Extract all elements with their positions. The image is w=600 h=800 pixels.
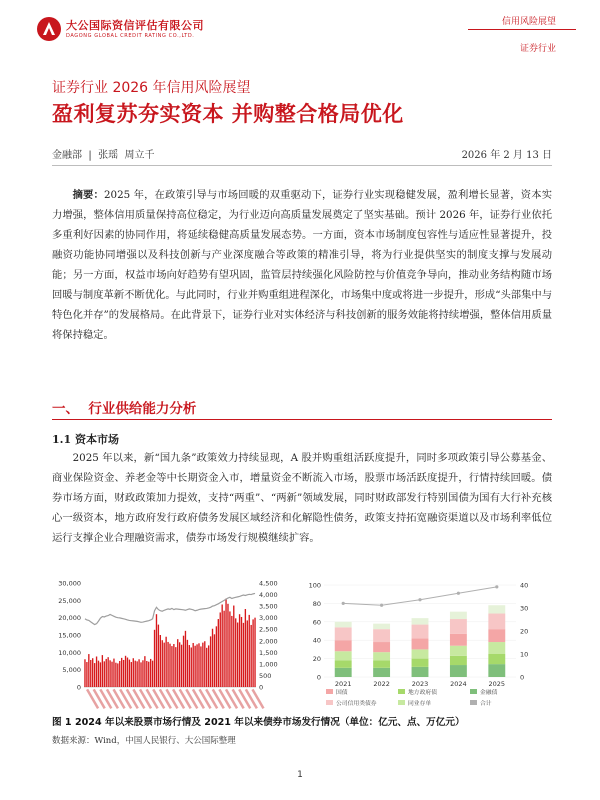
turnover-bar bbox=[96, 656, 97, 687]
total-point bbox=[495, 585, 498, 588]
left-axis-tick-label: 20 bbox=[312, 655, 321, 664]
company-logo-icon bbox=[36, 16, 62, 42]
turnover-bar bbox=[175, 647, 176, 687]
turnover-bar bbox=[225, 599, 226, 687]
abstract-text: 2025 年，在政策引导与市场回暖的双重驱动下，证券行业实现稳健发展，盈利增长显著，资本实力增强，整体信用质量保持高位稳定，为行业迈向高质量发展奠定了坚实基础。预计 2026 年，证券行业依托多重利好因素的协同作用，将延续稳健高质量发展态势。一方面，资本市场制度包容性与适应性显著提升，投融资功能协同增强以及科技创新与产业深度融合等政策的精准引导，将为行业提供坚实的制度支撑与发展动能；另一方面，权益市场向好趋势有望巩固，监管层持续强化风险防控与价值竞争导向，推动业务结构随市场回暖与制度革新不断优化。与此同时，行业并购重组进程深化，市场集中度或将进一步提升，形成“头部集中与特色化并存”的发展格局。在此背景下，证券行业对实体经济与科技创新的服务效能将持续增强，整体信用质量将保持稳定。 bbox=[52, 189, 552, 341]
total-point bbox=[342, 602, 345, 605]
turnover-bar bbox=[202, 643, 203, 687]
issuance-bar-segment bbox=[450, 612, 467, 619]
turnover-bar bbox=[169, 644, 170, 687]
turnover-bar bbox=[158, 625, 159, 687]
turnover-bar bbox=[189, 645, 190, 687]
turnover-bar bbox=[94, 663, 95, 687]
report-date: 2026 年 2 月 13 日 bbox=[461, 150, 552, 161]
left-axis-tick-label: 40 bbox=[312, 636, 321, 645]
turnover-bar bbox=[107, 657, 108, 687]
issuance-bar-segment bbox=[335, 622, 352, 628]
turnover-bar bbox=[167, 642, 168, 687]
issuance-bar-segment bbox=[335, 640, 352, 651]
issuance-bar-segment bbox=[488, 664, 505, 677]
turnover-bar bbox=[245, 609, 246, 687]
figure-source: 数据来源：Wind，中国人民银行、大公国际整理 bbox=[52, 736, 236, 746]
right-axis-tick-label: 0 bbox=[520, 673, 525, 682]
turnover-bar bbox=[212, 629, 213, 687]
legend-label: 地方政府债 bbox=[408, 690, 437, 696]
report-type-tag: 信用风险展望 bbox=[501, 17, 556, 27]
turnover-bar bbox=[187, 640, 188, 687]
right-axis-tick-label: 30 bbox=[520, 604, 529, 613]
issuance-bar-segment bbox=[335, 668, 352, 677]
page-number: 1 bbox=[297, 770, 303, 780]
turnover-bar bbox=[92, 658, 93, 687]
issuance-bar-segment bbox=[335, 651, 352, 660]
turnover-bar bbox=[243, 623, 244, 687]
turnover-bar bbox=[185, 631, 186, 687]
left-axis-tick-label: 5,000 bbox=[62, 666, 81, 675]
right-axis-tick-label: 500 bbox=[259, 671, 272, 680]
turnover-bar bbox=[136, 661, 137, 687]
turnover-bar bbox=[233, 606, 234, 687]
turnover-bar bbox=[152, 661, 153, 687]
turnover-bar bbox=[208, 645, 209, 687]
legend-swatch bbox=[326, 689, 333, 694]
turnover-bar bbox=[220, 612, 221, 687]
turnover-bar bbox=[138, 659, 139, 687]
legend-label: 公司信用类债券 bbox=[336, 701, 377, 707]
right-axis-tick-label: 40 bbox=[520, 581, 529, 590]
turnover-bar bbox=[144, 656, 145, 687]
stock-market-chart bbox=[52, 575, 286, 713]
issuance-bar-segment bbox=[373, 660, 390, 667]
total-point bbox=[418, 598, 421, 601]
turnover-bar bbox=[117, 663, 118, 687]
turnover-bar bbox=[223, 611, 224, 687]
turnover-bar bbox=[146, 661, 147, 687]
right-axis-tick-label: 20 bbox=[520, 627, 529, 636]
figure-caption: 图 1 2024 年以来股票市场行情及 2021 年以来债券市场发行情况（单位：亿元、点、万亿元） bbox=[52, 717, 465, 728]
turnover-bar bbox=[111, 662, 112, 687]
issuance-bar-segment bbox=[488, 654, 505, 664]
turnover-bar bbox=[227, 604, 228, 687]
turnover-bar bbox=[237, 623, 238, 687]
legend-label: 国债 bbox=[336, 690, 348, 696]
turnover-bar bbox=[90, 660, 91, 687]
turnover-bar bbox=[193, 643, 194, 687]
turnover-bar bbox=[200, 646, 201, 687]
legend-label: 同业存单 bbox=[408, 701, 432, 707]
total-point bbox=[457, 592, 460, 595]
legend-swatch bbox=[398, 689, 405, 694]
turnover-bar bbox=[250, 625, 251, 687]
turnover-bar bbox=[222, 604, 223, 687]
issuance-bar-segment bbox=[335, 627, 352, 640]
turnover-bar bbox=[206, 648, 207, 687]
legend-label: 金融债 bbox=[480, 690, 498, 696]
turnover-bar bbox=[156, 614, 157, 687]
turnover-bar bbox=[86, 662, 87, 687]
right-axis-tick-label: 4,500 bbox=[259, 579, 278, 588]
report-subtitle: 证券行业 2026 年信用风险展望 bbox=[52, 80, 251, 96]
issuance-bar-segment bbox=[450, 634, 467, 646]
report-title: 盈利复苏夯实资本 并购整合格局优化 bbox=[52, 102, 404, 126]
company-name-en: DAGONG GLOBAL CREDIT RATING CO.,LTD. bbox=[66, 33, 195, 39]
right-axis-tick-label: 1,500 bbox=[259, 648, 278, 657]
turnover-bar bbox=[179, 642, 180, 687]
turnover-bar bbox=[113, 659, 114, 687]
issuance-bar-segment bbox=[412, 649, 429, 658]
subsection-heading: 1.1 资本市场 bbox=[52, 433, 119, 446]
company-name: 大公国际资信评估有限公司 bbox=[66, 19, 204, 32]
turnover-bar bbox=[115, 663, 116, 687]
turnover-bar bbox=[254, 618, 255, 687]
issuance-bar-segment bbox=[373, 668, 390, 677]
right-axis-tick-label: 4,000 bbox=[259, 591, 278, 600]
turnover-bar bbox=[241, 617, 242, 687]
issuance-bar-segment bbox=[412, 625, 429, 639]
issuance-bar-segment bbox=[450, 646, 467, 656]
left-axis-tick-label: 100 bbox=[308, 581, 321, 590]
turnover-bar bbox=[133, 658, 134, 687]
issuance-bar-segment bbox=[488, 605, 505, 613]
turnover-bar bbox=[183, 636, 184, 687]
issuance-bar-segment bbox=[450, 665, 467, 677]
turnover-bar bbox=[84, 659, 85, 687]
section-underline bbox=[52, 419, 552, 420]
turnover-bar bbox=[191, 647, 192, 687]
turnover-bar bbox=[131, 662, 132, 687]
category-label: 2025 bbox=[488, 680, 506, 688]
turnover-bar bbox=[100, 662, 101, 687]
left-axis-tick-label: 25,000 bbox=[58, 596, 81, 605]
left-axis-tick-label: 0 bbox=[76, 683, 81, 692]
turnover-bar bbox=[98, 661, 99, 687]
turnover-bar bbox=[235, 618, 236, 687]
turnover-bar bbox=[210, 636, 211, 687]
turnover-bar bbox=[229, 611, 230, 687]
header-divider bbox=[468, 29, 576, 30]
right-axis-tick-label: 3,000 bbox=[259, 614, 278, 623]
turnover-bar bbox=[150, 659, 151, 687]
right-axis-tick-label: 3,500 bbox=[259, 602, 278, 611]
right-axis-tick-label: 10 bbox=[520, 650, 529, 659]
issuance-bar-segment bbox=[373, 624, 390, 630]
turnover-bar bbox=[216, 626, 217, 687]
turnover-bar bbox=[196, 644, 197, 687]
turnover-bar bbox=[127, 658, 128, 687]
total-point bbox=[380, 604, 383, 607]
left-axis-tick-label: 10,000 bbox=[58, 648, 81, 657]
turnover-bar bbox=[148, 662, 149, 687]
title-separator bbox=[52, 165, 552, 166]
turnover-bar bbox=[181, 645, 182, 687]
turnover-bar bbox=[154, 630, 155, 687]
left-axis-tick-label: 20,000 bbox=[58, 614, 81, 623]
category-label: 2023 bbox=[411, 680, 429, 688]
turnover-bar bbox=[88, 654, 89, 687]
turnover-bar bbox=[119, 661, 120, 687]
right-axis-tick-label: 2,500 bbox=[259, 625, 278, 634]
turnover-bar bbox=[218, 619, 219, 687]
turnover-bar bbox=[198, 643, 199, 687]
issuance-bar-segment bbox=[373, 642, 390, 652]
issuance-bar-segment bbox=[488, 629, 505, 642]
left-axis-tick-label: 15,000 bbox=[58, 631, 81, 640]
turnover-bar bbox=[214, 634, 215, 687]
turnover-bar bbox=[160, 635, 161, 687]
category-label: 2024 bbox=[450, 680, 467, 688]
issuance-bar-segment bbox=[450, 656, 467, 665]
left-axis-tick-label: 0 bbox=[316, 673, 321, 682]
issuance-bar-segment bbox=[412, 638, 429, 649]
legend-label: 合计 bbox=[480, 701, 492, 707]
issuance-bar-segment bbox=[450, 619, 467, 634]
issuance-bar-segment bbox=[488, 642, 505, 654]
legend-swatch bbox=[398, 700, 405, 705]
turnover-bar bbox=[252, 619, 253, 687]
legend-swatch bbox=[326, 700, 333, 705]
issuance-bar-segment bbox=[488, 614, 505, 630]
issuance-bar-segment bbox=[412, 618, 429, 624]
authors-line: 金融部 | 张瑶 周立千 bbox=[52, 150, 155, 161]
issuance-bar-segment bbox=[412, 667, 429, 677]
abstract-label: 摘要： bbox=[72, 189, 104, 201]
section-body: 2025 年以来，新“国九条”政策效力持续显现，A 股并购重组活跃度提升，同时多项政策引导公募基金、商业保险资金、养老金等中长期资金入市，增量资金不断流入市场，股票市场活跃度提升，行情持续回暖。债券市场方面，财政政策加力提效，支持“两重”、“两新”领域发展，同时财政部发行特别国债为国有大行补充核心一级资本，地方政府发行政府债务发展区域经济和化解隐性债务，政策支持拓宽融资渠道以及市场利率低位运行支撑企业合理融资需求，债券市场发行规模继续扩容。 bbox=[52, 452, 552, 544]
turnover-bar bbox=[231, 616, 232, 687]
category-label: 2021 bbox=[334, 680, 352, 688]
right-axis-tick-label: 0 bbox=[259, 683, 264, 692]
turnover-bar bbox=[129, 660, 130, 687]
turnover-bar bbox=[140, 662, 141, 687]
turnover-bar bbox=[173, 644, 174, 687]
issuance-bar-segment bbox=[373, 629, 390, 642]
turnover-bar bbox=[102, 655, 103, 687]
industry-tag: 证券行业 bbox=[519, 44, 556, 54]
turnover-bar bbox=[109, 660, 110, 687]
right-axis-tick-label: 1,000 bbox=[259, 660, 278, 669]
bond-issuance-chart bbox=[304, 575, 552, 713]
turnover-bar bbox=[247, 620, 248, 687]
abstract bbox=[52, 185, 552, 345]
section-heading: 一、 行业供给能力分析 bbox=[52, 401, 197, 417]
turnover-bar bbox=[194, 646, 195, 687]
issuance-bar-segment bbox=[335, 660, 352, 667]
right-axis-tick-label: 2,000 bbox=[259, 637, 278, 646]
turnover-bar bbox=[204, 641, 205, 687]
turnover-bar bbox=[162, 640, 163, 687]
turnover-bar bbox=[171, 646, 172, 687]
turnover-bar bbox=[121, 658, 122, 687]
turnover-bar bbox=[239, 614, 240, 687]
turnover-bar bbox=[177, 639, 178, 687]
turnover-bar bbox=[106, 659, 107, 687]
turnover-bar bbox=[249, 615, 250, 687]
turnover-bar bbox=[142, 660, 143, 687]
turnover-bar bbox=[125, 656, 126, 687]
left-axis-tick-label: 80 bbox=[312, 599, 321, 608]
turnover-bar bbox=[165, 637, 166, 687]
left-axis-tick-label: 60 bbox=[312, 618, 321, 627]
legend-swatch bbox=[470, 700, 477, 705]
legend-swatch bbox=[470, 689, 477, 694]
turnover-bar bbox=[164, 643, 165, 687]
turnover-bar bbox=[123, 660, 124, 687]
left-axis-tick-label: 30,000 bbox=[58, 579, 81, 588]
turnover-bar bbox=[104, 661, 105, 687]
category-label: 2022 bbox=[373, 680, 390, 688]
issuance-bar-segment bbox=[373, 652, 390, 660]
turnover-bar bbox=[135, 661, 136, 687]
issuance-bar-segment bbox=[412, 659, 429, 667]
